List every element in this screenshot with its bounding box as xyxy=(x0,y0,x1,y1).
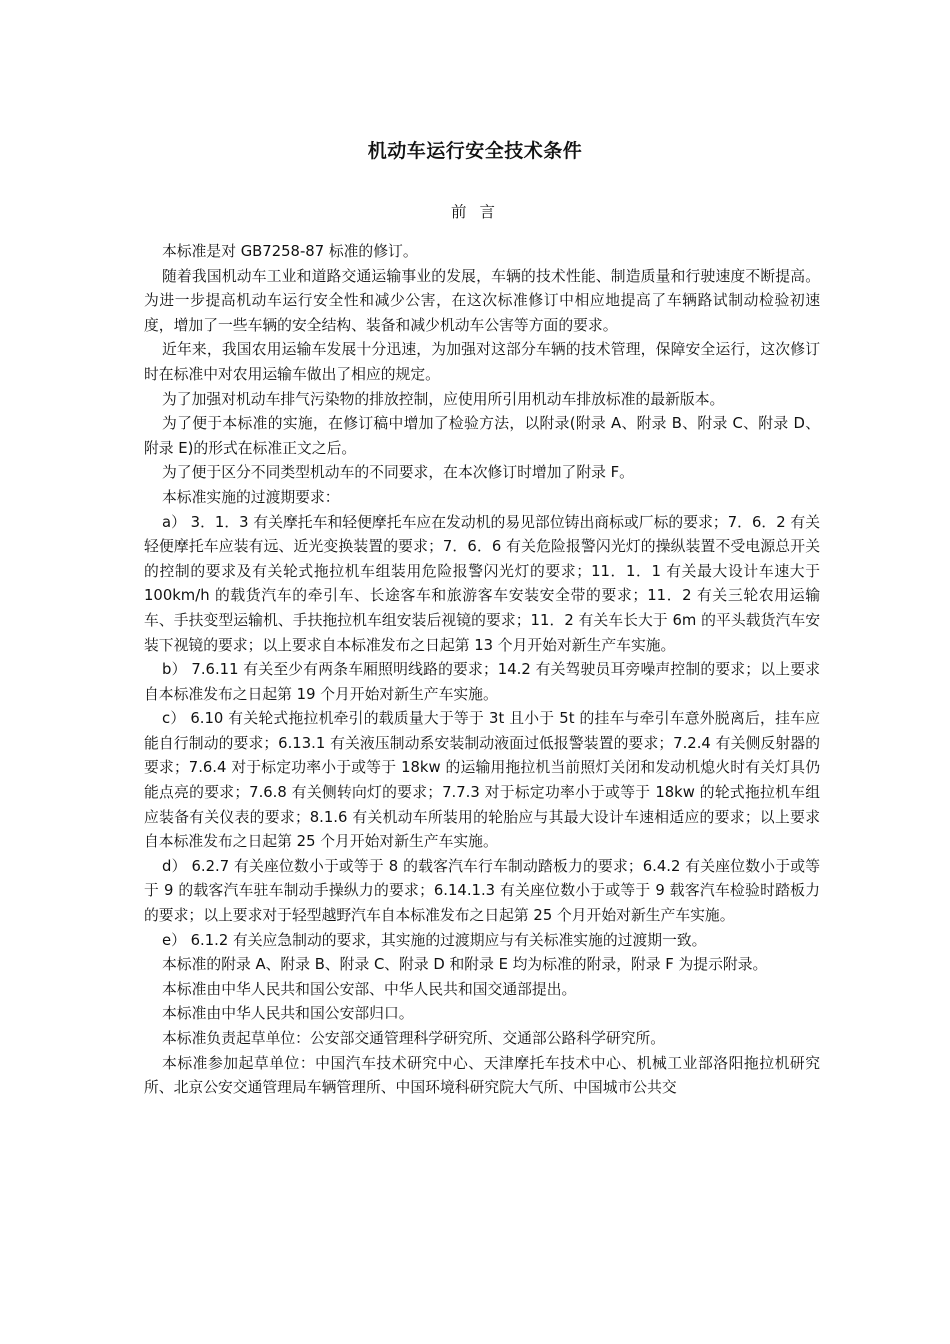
paragraph: a） 3．1．3 有关摩托车和轻便摩托车应在发动机的易见部位铸出商标或厂标的要求；7．6．2 有关轻便摩托车应装有远、近光变换装置的要求；7．6．6 有关危险报警闪光灯的操纵装置不受电源总开关的控制的要求及有关轮式拖拉机车组装用危险报警闪光灯的要求；11．1．1 有关最大设计车速大于 100km/h 的载货汽车的牵引车、长途客车和旅游客车安装安全带的要求；11．2 有关三轮农用运输车、手扶变型运输机、手扶拖拉机车组安装后视镜的要求；11．2 有关车长大于 6m 的平头载货汽车安装下视镜的要求；以上要求自本标准发布之日起第 13 个月开始对新生产车实施。 xyxy=(144,513,820,654)
paragraph: d） 6.2.7 有关座位数小于或等于 8 的载客汽车行车制动踏板力的要求；6.4.2 有关座位数小于或等于 9 的载客汽车驻车制动手操纵力的要求；6.14.1.3 有关座位数小于或等于 9 载客汽车检验时踏板力的要求；以上要求对于轻型越野汽车自本标准发布之日起第 25 个月开始对新生产车实施。 xyxy=(144,857,820,925)
paragraph: 本标准由中华人民共和国公安部归口。 xyxy=(162,1005,414,1023)
paragraph: 本标准参加起草单位：中国汽车技术研究中心、天津摩托车技术中心、机械工业部洛阳拖拉机研究所、北京公安交通管理局车辆管理所、中国环境科研究院大气所、中国城市公共交 xyxy=(144,1054,820,1097)
paragraph: 本标准是对 GB7258-87 标准的修订。 xyxy=(162,243,418,260)
paragraph: c） 6.10 有关轮式拖拉机牵引的载质量大于等于 3t 且小于 5t 的挂车与牵引车意外脱离后，挂车应能自行制动的要求；6.13.1 有关液压制动系安装制动液面过低报警装置的要求；7.2.4 有关侧反射器的要求；7.6.4 对于标定功率小于或等于 18kw 的运输用拖拉机当前照灯关闭和发动机熄火时有关灯具仍能点亮的要求；7.6.8 有关侧转向灯的要求；7.7.3 对于标定功率小于或等于 18kw 的轮式拖拉机车组应装备有关仪表的要求；8.1.6 有关机动车所装用的轮胎应与其最大设计车速相适应的要求；以上要求自本标准发布之日起第 25 个月开始对新生产车实施。 xyxy=(144,710,820,851)
paragraph: e） 6.1.2 有关应急制动的要求，其实施的过渡期应与有关标准实施的过渡期一致。 xyxy=(162,931,707,949)
paragraph: 为了便于本标准的实施，在修订稿中增加了检验方法，以附录(附录 A、附录 B、附录 C、附录 D、附录 E)的形式在标准正文之后。 xyxy=(144,415,820,457)
paragraph: 本标准的附录 A、附录 B、附录 C、附录 D 和附录 E 均为标准的附录，附录 F 为提示附录。 xyxy=(162,956,768,974)
paragraph: b） 7.6.11 有关至少有两条车厢照明线路的要求；14.2 有关驾驶员耳旁噪声控制的要求；以上要求自本标准发布之日起第 19 个月开始对新生产车实施。 xyxy=(144,661,820,703)
document-title: 机动车运行安全技术条件 xyxy=(367,140,583,162)
section-heading: 前 言 xyxy=(451,203,499,221)
paragraph: 本标准实施的过渡期要求： xyxy=(162,488,340,506)
paragraph: 本标准负责起草单位：公安部交通管理科学研究所、交通部公路科学研究所。 xyxy=(162,1030,666,1047)
paragraph: 为了便于区分不同类型机动车的不同要求，在本次修订时增加了附录 F。 xyxy=(162,464,634,482)
paragraph: 近年来，我国农用运输车发展十分迅速，为加强对这部分车辆的技术管理，保障安全运行，这次修订时在标准中对农用运输车做出了相应的规定。 xyxy=(144,341,820,383)
paragraph: 为了加强对机动车排气污染物的排放控制，应使用所引用机动车排放标准的最新版本。 xyxy=(162,390,725,408)
paragraph: 随着我国机动车工业和道路交通运输事业的发展，车辆的技术性能、制造质量和行驶速度不断提高。为进一步提高机动车运行安全性和减少公害，在这次标准修订中相应地提高了车辆路试制动检验初速度，增加了一些车辆的安全结构、装备和减少机动车公害等方面的要求。 xyxy=(144,267,820,334)
paragraph: 本标准由中华人民共和国公安部、中华人民共和国交通部提出。 xyxy=(162,980,577,998)
document-body xyxy=(144,240,820,1101)
